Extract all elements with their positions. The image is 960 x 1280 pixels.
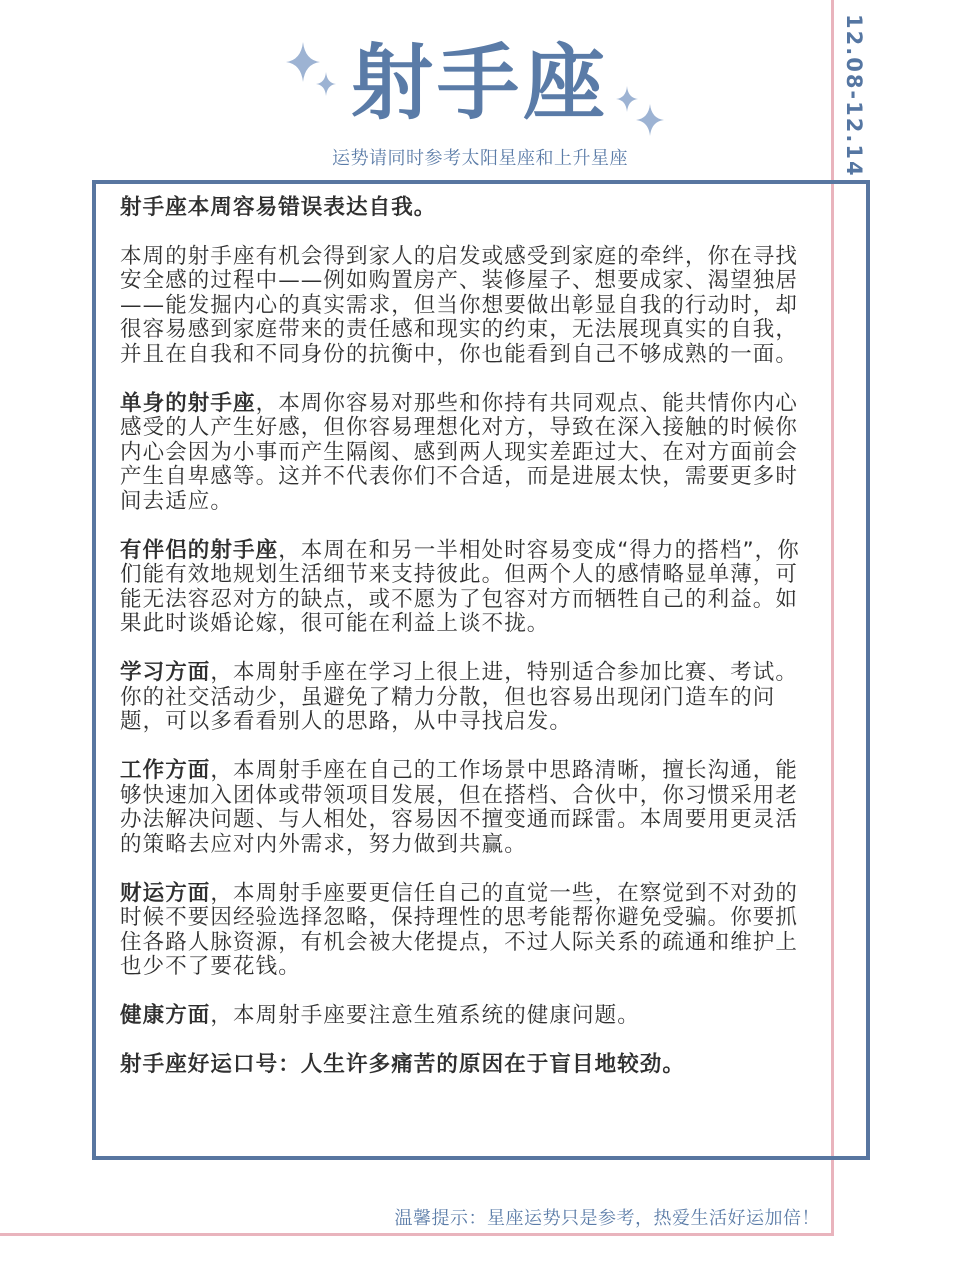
date-range: 12.08-12.14 xyxy=(842,14,866,178)
section-lead: 有伴侣的射手座 xyxy=(120,537,279,563)
section-lead: 健康方面 xyxy=(120,1003,211,1028)
section-lead: 学习方面 xyxy=(120,660,211,685)
section-text: ，本周射手座要注意生殖系统的健康问题。 xyxy=(210,1003,640,1028)
section-partnered xyxy=(120,539,816,637)
section-health xyxy=(120,1004,816,1029)
sparkle-icon xyxy=(316,72,336,96)
footer-tip: 温馨提示：星座运势只是参考，热爱生活好运加倍！ xyxy=(394,1208,820,1229)
section-lead: 财运方面 xyxy=(120,880,211,906)
intro-paragraph: 本周的射手座有机会得到家人的启发或感受到家庭的牵绊，你在寻找安全感的过程中——例如购置房产、装修屋子、想要成家、渴望独居——能发掘内心的真实需求，但当你想要做出彰显自我的行动时，却很容易感到家庭带来的责任感和现实的约束，无法展现真实的自我，并且在自我和不同身份的抗衡中，你也能看到自己不够成熟的一面。 xyxy=(120,243,799,367)
section-text: ，本周你容易对那些和你持有共同观点、能共情你内心感受的人产生好感，但你容易理想化对方，导致在深入接触的时候你内心会因为小事而产生隔阂、感到两人现实差距过大、在对方面前会产生自卑感等。这并不代表你们不合适，而是进展太快，需要更多时间去适应。 xyxy=(120,390,799,514)
subtitle: 运势请同时参考太阳星座和上升星座 xyxy=(332,148,628,169)
section-lead: 工作方面 xyxy=(120,758,211,783)
sparkle-icon xyxy=(286,42,320,82)
page-title: 射手座 xyxy=(350,36,609,131)
pink-frame-horizontal-line xyxy=(0,1233,834,1236)
section-text: ，本周射手座在自己的工作场景中思路清晰，擅长沟通，能够快速加入团体或带领项目发展，但在搭档、合伙中，你习惯采用老办法解决问题、与人相处，容易因不擅变通而踩雷。本周要用更灵活的策略去应对内外需求，努力做到共赢。 xyxy=(120,758,799,857)
headline: 射手座本周容易错误表达自我。 xyxy=(120,195,437,220)
section-lead: 单身的射手座 xyxy=(120,390,256,416)
section-wealth xyxy=(120,882,816,980)
section-single xyxy=(120,392,816,515)
sparkle-icon xyxy=(636,104,664,136)
section-text: ，本周射手座在学习上很上进，特别适合参加比赛、考试。你的社交活动少，虽避免了精力分散，但也容易出现闭门造车的问题，可以多看看别人的思路，从中寻找启发。 xyxy=(120,660,799,734)
section-work xyxy=(120,759,816,857)
sparkle-icon xyxy=(616,86,638,112)
section-text: ，本周射手座要更信任自己的直觉一些，在察觉到不对劲的时候不要因经验选择忽略，保持理性的思考能帮你避免受骗。你要抓住各路人脉资源，有机会被大佬提点，不过人际关系的疏通和维护上也少不了要花钱。 xyxy=(120,880,799,979)
section-text: ，本周在和另一半相处时容易变成“得力的搭档”，你们能有效地规划生活细节来支持彼此。但两个人的感情略显单薄，可能无法容忍对方的缺点，或不愿为了包容对方而牺牲自己的利益。如果此时谈婚论嫁，很可能在利益上谈不拢。 xyxy=(120,537,800,636)
lucky-motto: 射手座好运口号：人生许多痛苦的原因在于盲目地较劲。 xyxy=(120,1052,686,1077)
section-study xyxy=(120,661,816,735)
horoscope-content xyxy=(120,196,816,1078)
